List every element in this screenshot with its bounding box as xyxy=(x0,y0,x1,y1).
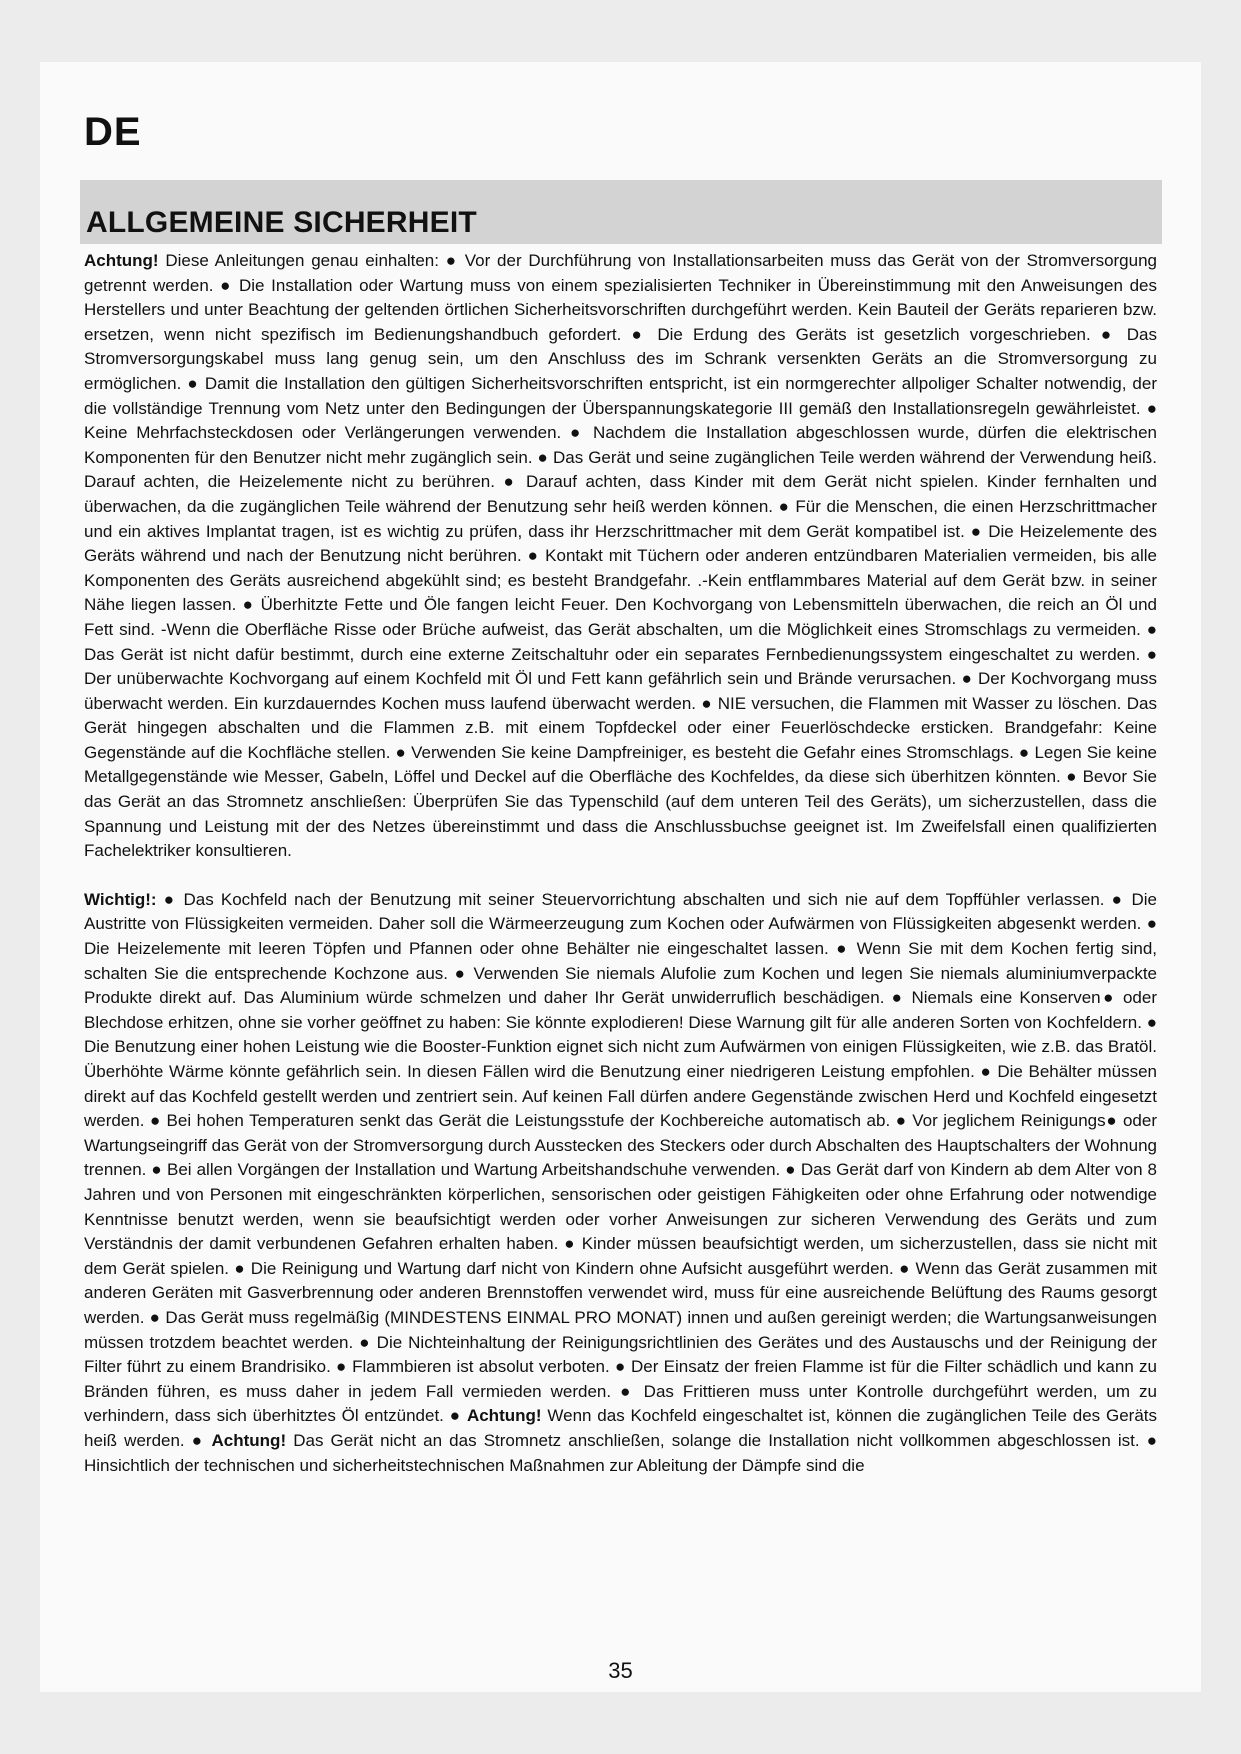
section-title: ALLGEMEINE SICHERHEIT xyxy=(86,206,477,239)
important-text-2: Wenn das Kochfeld eingeschaltet ist, können die zugänglichen Teile des Geräts heiß werden. ● xyxy=(84,1406,1158,1450)
safety-text: Diese Anleitungen genau einhalten: ● Vor der Durchführung von Installationsarbeiten muss das Gerät von der Stromversorgung getrennt werden. ● Die Installation oder Wartung muss von einem spezialisierten Techniker in Übereinstimmung mit den Anweisungen des Herstellers und unter Beachtung der geltenden örtlichen Sicherheitsvorschriften durchgeführt werden. Kein Bauteil der Geräts reparieren bzw. ersetzen, wenn nicht spezifisch im Bedienungshandbuch gefordert. ● Die Erdung des Geräts ist gesetzlich vorgeschrieben. ● Das Stromversorgungskabel muss lang genug sein, um den Anschluss des im Schrank versenkten Geräts an die Stromversorgung zu ermöglichen. ● Damit die Installation den gültigen Sicherheitsvorschriften entspricht, ist ein normgerechter allpoliger Schalter notwendig, der die vollständige Trennung vom Netz unter den Bedingungen der Überspannungskategorie III gemäß den Installationsregeln gewährleistet. ● Keine Mehrfachsteckdosen oder Verlängerungen verwenden. ● Nachdem die Installation abgeschlossen wurde, dürfen die elektrischen Komponenten für den Benutzer nicht mehr zugänglich sein. ● Das Gerät und seine zugänglichen Teile werden während der Verwendung heiß. Darauf achten, die Heizelemente nicht zu berühren. ● Darauf achten, dass Kinder mit dem Gerät nicht spielen. Kinder fernhalten und überwachen, da die zugänglichen Teile während der Benutzung sehr heiß werden können. ● Für die Menschen, die einen Herzschrittmacher und ein aktives Implantat tragen, ist es wichtig zu prüfen, dass ihr Herzschrittmacher mit dem Gerät kompatibel ist. ● Die Heizelemente des Geräts während und nach der Benutzung nicht berühren. ● Kontakt mit Tüchern oder anderen entzündbaren Materialien vermeiden, bis alle Komponenten des Geräts ausreichend abgekühlt sind; es besteht Brandgefahr. .-Kein entflammbares Material auf dem Gerät bzw. in seiner Nähe liegen lassen. ● Überhitzte Fette und Öle fangen leicht Feuer. Den Kochvorgang von Lebensmitteln überwachen, die reich an Öl und Fett sind. -Wenn die Oberfläche Risse oder Brüche aufweist, das Gerät abschalten, um die Möglichkeit eines Stromschlags zu vermeiden. ● Das Gerät ist nicht dafür bestimmt, durch eine externe Zeitschaltuhr oder ein separates Fernbedienungssystem eingeschaltet zu werden. ● Der unüberwachte Kochvorgang auf einem Kochfeld mit Öl und Fett kann gefährlich sein und Brände verursachen. ● Der Kochvorgang muss überwacht werden. Ein kurzdauerndes Kochen muss laufend überwacht werden. ● NIE versuchen, die Flammen mit Wasser zu löschen. Das Gerät hingegen abschalten und die Flammen z.B. mit einem Topfdeckel oder einer Feuerlöschdecke ersticken. Brandgefahr: Keine Gegenstände auf die Kochfläche stellen. ● Verwenden Sie keine Dampfreiniger, es besteht die Gefahr eines Stromschlags. ● Legen Sie keine Metallgegenstände wie Messer, Gabeln, Löffel und Deckel auf die Oberfläche des Kochfeldes, da diese sich überhitzen könnten. ● Bevor Sie das Gerät an das Stromnetz anschließen: Überprüfen Sie das Typenschild (auf dem unteren Teil des Geräts), um sicherzustellen, dass die Spannung und Leistung mit der des Netzes übereinstimmt und dass die Anschlussbuchse geeignet ist. Im Zweifelsfall einen qualifizierten Fachelektriker konsultieren. xyxy=(84,251,1157,861)
important-paragraph xyxy=(84,888,1157,1478)
page-number: 35 xyxy=(608,1658,633,1683)
attention-emphasis-2: Achtung! xyxy=(211,1430,287,1450)
attention-emphasis-1: Achtung! xyxy=(466,1406,542,1426)
important-text-3: Das Gerät nicht an das Stromnetz anschließen, solange die Installation nicht vollkommen abgeschlossen ist. ● Hinsichtlich der technischen und sicherheitstechnischen Maßnahmen zur Ableitung der Dämpfe sind die xyxy=(84,1430,1157,1475)
attention-label: Achtung! xyxy=(84,251,159,270)
important-text-1: ● Das Kochfeld nach der Benutzung mit seiner Steuervorrichtung abschalten und sich nie auf dem Topffühler verlassen. ● Die Austritte von Flüssigkeiten vermeiden. Daher soll die Wärmeerzeugung zum Kochen oder Aufwärmen von Flüssigkeiten abgesenkt werden. ● Die Heizelemente mit leeren Töpfen und Pfannen oder ohne Behälter nie eingeschaltet lassen. ● Wenn Sie mit dem Kochen fertig sind, schalten Sie die entsprechende Kochzone aus. ● Verwenden Sie niemals Alufolie zum Kochen und legen Sie niemals aluminiumverpackte Produkte direkt auf. Das Aluminium würde schmelzen und daher Ihr Gerät unwiderruflich beschädigen. ● Niemals eine Konserven● oder Blechdose erhitzen, ohne sie vorher geöffnet zu haben: Sie könnte explodieren! Diese Warnung gilt für alle anderen Sorten von Kochfeldern. ● Die Benutzung einer hohen Leistung wie die Booster-Funktion eignet sich nicht zum Aufwärmen von einigen Flüssigkeiten, wie z.B. das Bratöl. Überhöhte Wärme könnte gefährlich sein. In diesen Fällen wird die Benutzung einer niedrigeren Leistung empfohlen. ● Die Behälter müssen direkt auf das Kochfeld gestellt werden und zentriert sein. Auf keinen Fall dürfen andere Gegenstände zwischen Herd und Kochfeld eingesetzt werden. ● Bei hohen Temperaturen senkt das Gerät die Leistungsstufe der Kochbereiche automatisch ab. ● Vor jeglichem Reinigungs● oder Wartungseingriff das Gerät von der Stromversorgung durch Ausstecken des Steckers oder durch Abschalten des Hauptschalters der Wohnung trennen. ● Bei allen Vorgängen der Installation und Wartung Arbeitshandschuhe verwenden. ● Das Gerät darf von Kindern ab dem Alter von 8 Jahren und von Personen mit eingeschränkten körperlichen, sensorischen oder geistigen Fähigkeiten oder ohne Erfahrung oder notwendige Kenntnisse benutzt werden, wenn sie beaufsichtigt werden oder vorher Anweisungen zur sicheren Verwendung des Geräts und zum Verständnis der damit verbundenen Gefahren erhalten haben. ● Kinder müssen beaufsichtigt werden, um sicherzustellen, dass sie nicht mit dem Gerät spielen. ● Die Reinigung und Wartung darf nicht von Kindern ohne Aufsicht ausgeführt werden. ● Wenn das Gerät zusammen mit anderen Geräten mit Gasverbrennung oder anderen Brennstoffen verwendet wird, muss für eine ausreichende Belüftung des Raums gesorgt werden. ● Das Gerät muss regelmäßig (MINDESTENS EINMAL PRO MONAT) innen und außen gereinigt werden; die Wartungsanweisungen müssen trotzdem beachtet werden. ● Die Nichteinhaltung der Reinigungsrichtlinien des Gerätes und des Austauschs und der Reinigung der Filter führt zu einem Brandrisiko. ● Flammbieren ist absolut verboten. ● Der Einsatz der freien Flamme ist für die Filter schädlich und kann zu Bränden führen, es muss daher in jedem Fall vermieden werden. ● Das Frittieren muss unter Kontrolle durchgeführt werden, um zu verhindern, dass sich überhitztes Öl entzündet. ● xyxy=(84,889,1157,1426)
important-label: Wichtig!: xyxy=(84,889,157,909)
safety-paragraph xyxy=(84,249,1157,864)
body-content xyxy=(84,249,1157,1478)
language-code: DE xyxy=(84,110,142,154)
